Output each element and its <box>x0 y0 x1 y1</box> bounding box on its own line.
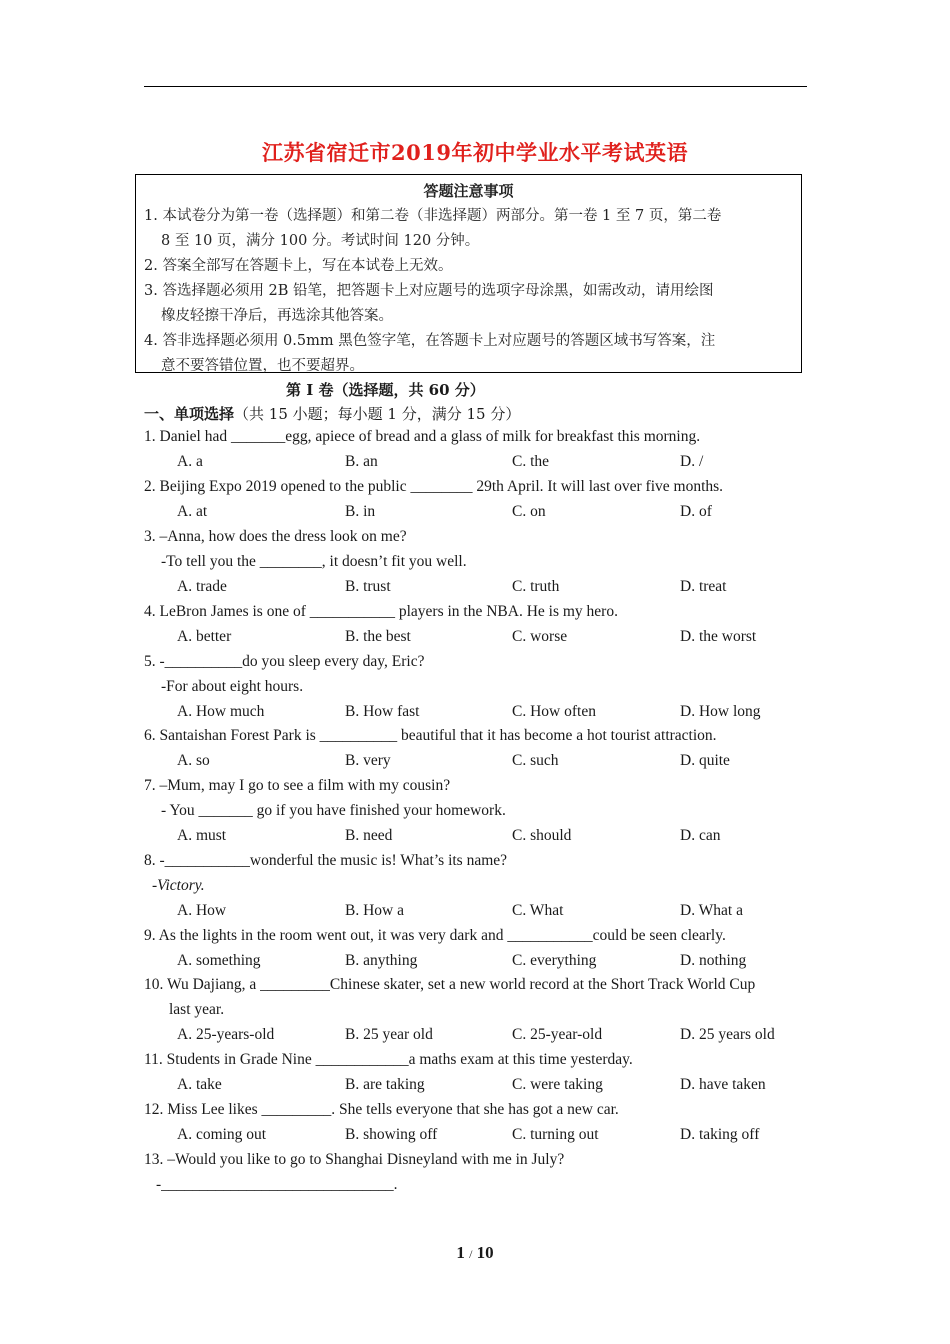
question-line: 8. -___________wonderful the music is! What’s its name? <box>144 852 508 869</box>
question-line: 3. –Anna, how does the dress look on me? <box>144 528 407 545</box>
question-line: 1. Daniel had _______egg, apiece of bread and a glass of milk for breakfast this morning. <box>144 428 701 445</box>
option-a: A. at <box>177 503 208 520</box>
option-b: B. need <box>345 827 393 844</box>
page-current: 1 <box>456 1243 465 1262</box>
notice-line: 3. 答选择题必须用 2B 铅笔，把答题卡上对应题号的选项字母涂黑，如需改动，请用绘图 <box>144 283 714 299</box>
option-a: A. something <box>177 952 261 969</box>
question-line: 2. Beijing Expo 2019 opened to the public ________ 29th April. It will last over five months. <box>144 478 724 495</box>
question-line: 9. As the lights in the room went out, it was very dark and ___________could be seen clearly. <box>144 927 726 944</box>
notice-item <box>136 279 801 329</box>
option-c: C. such <box>512 752 559 769</box>
option-c: C. everything <box>512 952 597 969</box>
option-d: D. / <box>680 453 704 470</box>
option-c: C. on <box>512 503 546 520</box>
option-b: B. trust <box>345 578 391 595</box>
option-a: A. must <box>177 827 227 844</box>
option-d: D. treat <box>680 578 727 595</box>
option-d: D. nothing <box>680 952 747 969</box>
option-c: C. 25-year-old <box>512 1026 603 1043</box>
option-c: C. worse <box>512 628 568 645</box>
option-a: A. better <box>177 628 232 645</box>
header-rule <box>144 86 807 87</box>
option-d: D. taking off <box>680 1126 760 1143</box>
notice-item <box>136 204 801 254</box>
question-line: -For about eight hours. <box>161 678 304 695</box>
option-d: D. of <box>680 503 712 520</box>
question-line: 6. Santaishan Forest Park is __________ beautiful that it has become a hot tourist attraction. <box>144 727 717 744</box>
option-a: A. take <box>177 1076 222 1093</box>
page-separator: / <box>469 1247 473 1261</box>
option-b: B. anything <box>345 952 418 969</box>
option-d: D. can <box>680 827 721 844</box>
question-line: -______________________________. <box>156 1176 398 1193</box>
section-one-heading <box>144 403 520 424</box>
option-b: B. an <box>345 453 378 470</box>
option-b: B. are taking <box>345 1076 425 1093</box>
option-d: D. quite <box>680 752 730 769</box>
option-a: A. a <box>177 453 203 470</box>
notice-line: 4. 答非选择题必须用 0.5mm 黑色签字笔，在答题卡上对应题号的答题区域书写答案，注 <box>144 333 716 349</box>
option-b: B. 25 year old <box>345 1026 433 1043</box>
option-d: D. have taken <box>680 1076 766 1093</box>
section-one-label: 一、单项选择 <box>144 405 235 423</box>
option-a: A. trade <box>177 578 227 595</box>
option-b: B. the best <box>345 628 411 645</box>
page-number <box>0 1243 950 1263</box>
notice-line: 1. 本试卷分为第一卷（选择题）和第二卷（非选择题）两部分。第一卷 1 至 7 页，第二卷 <box>144 208 722 224</box>
question-line: last year. <box>169 1001 225 1018</box>
question-line: 11. Students in Grade Nine ____________a maths exam at this time yesterday. <box>144 1051 633 1068</box>
option-b: B. How fast <box>345 703 420 720</box>
notice-line: 8 至 10 页，满分 100 分。考试时间 120 分钟。 <box>161 233 480 249</box>
notice-line: 意不要答错位置，也不要超界。 <box>161 358 364 374</box>
notice-item <box>136 254 801 279</box>
option-a: A. coming out <box>177 1126 267 1143</box>
option-d: D. 25 years old <box>680 1026 775 1043</box>
question-line: 12. Miss Lee likes _________. She tells everyone that she has got a new car. <box>144 1101 619 1118</box>
page-total: 10 <box>476 1243 494 1262</box>
notice-item <box>136 329 801 379</box>
notice-line: 橡皮轻擦干净后，再选涂其他答案。 <box>161 308 393 324</box>
page-title: 江苏省宿迁市2019年初中学业水平考试英语 <box>262 140 688 165</box>
option-c: C. the <box>512 453 550 470</box>
question-line: - You _______ go if you have finished your homework. <box>161 802 506 819</box>
option-c: C. turning out <box>512 1126 599 1143</box>
option-c: C. should <box>512 827 572 844</box>
option-a: A. so <box>177 752 210 769</box>
notice-line: 2. 答案全部写在答题卡上，写在本试卷上无效。 <box>144 258 453 274</box>
option-b: B. showing off <box>345 1126 438 1143</box>
notice-heading: 答题注意事项 <box>423 182 514 200</box>
option-b: B. very <box>345 752 391 769</box>
option-c: C. truth <box>512 578 560 595</box>
question-line: 10. Wu Dajiang, a _________Chinese skater, set a new world record at the Short Track World Cup <box>144 976 756 993</box>
question-line: 5. -__________do you sleep every day, Eric? <box>144 653 425 670</box>
question-line: 4. LeBron James is one of ___________ players in the NBA. He is my hero. <box>144 603 618 620</box>
option-d: D. What a <box>680 902 743 919</box>
section-i-heading: 第 I 卷（选择题，共 60 分） <box>286 381 485 399</box>
option-c: C. What <box>512 902 564 919</box>
option-a: A. How <box>177 902 227 919</box>
question-line: -Victory. <box>152 877 205 894</box>
option-d: D. the worst <box>680 628 757 645</box>
question-line: 13. –Would you like to go to Shanghai Disneyland with me in July? <box>144 1151 565 1168</box>
option-c: C. How often <box>512 703 596 720</box>
option-a: A. 25-years-old <box>177 1026 275 1043</box>
question-line: -To tell you the ________, it doesn’t fit you well. <box>161 553 467 570</box>
section-one-note: （共 15 小题；每小题 1 分，满分 15 分） <box>234 405 521 423</box>
option-a: A. How much <box>177 703 265 720</box>
option-b: B. in <box>345 503 376 520</box>
question-line: 7. –Mum, may I go to see a film with my cousin? <box>144 777 451 794</box>
option-b: B. How a <box>345 902 404 919</box>
notice-box <box>135 174 802 373</box>
option-c: C. were taking <box>512 1076 603 1093</box>
option-d: D. How long <box>680 703 761 720</box>
